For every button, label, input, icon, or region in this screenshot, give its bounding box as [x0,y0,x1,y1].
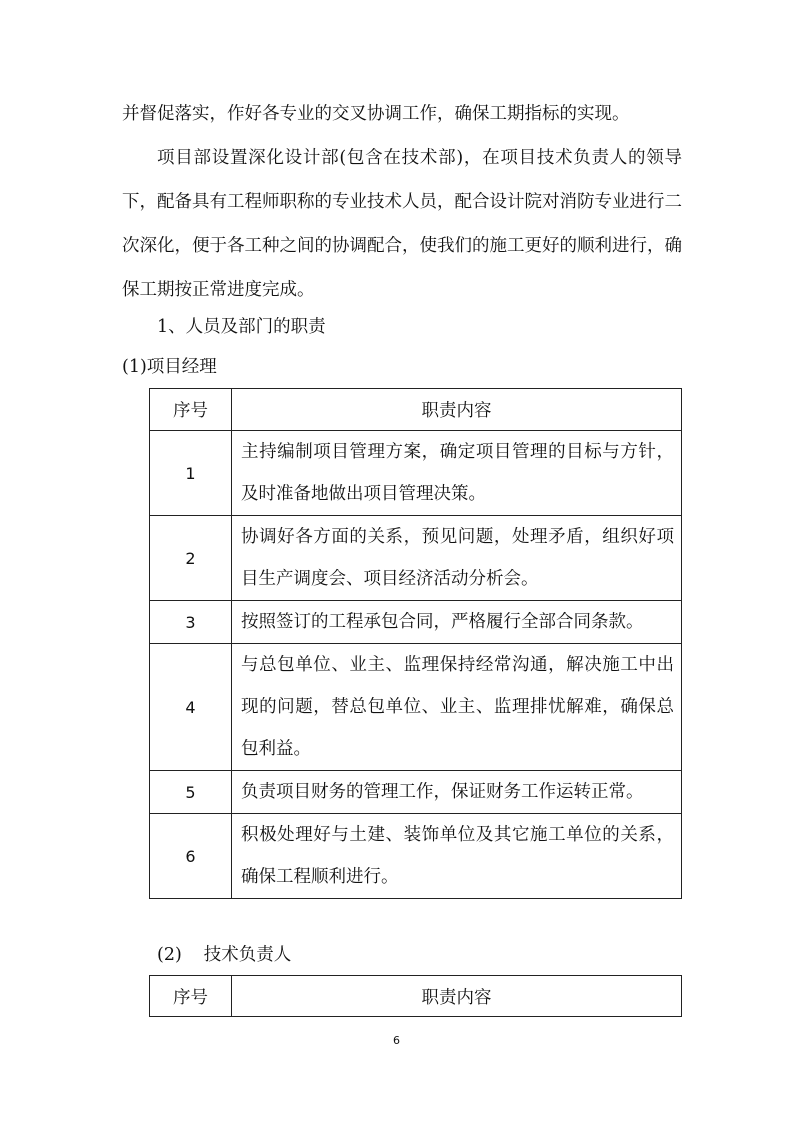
table-row [150,601,682,644]
row-content: 主持编制项目管理方案，确定项目管理的目标与方针，及时准备地做出项目管理决策。 [232,431,682,516]
table-row [150,516,682,601]
table-row [150,814,682,899]
row-content: 与总包单位、业主、监理保持经常沟通，解决施工中出现的问题，替总包单位、业主、监理排忧解难，确保总包利益。 [232,644,682,771]
technical-lead-duty-table [149,975,682,1017]
row-content: 负责项目财务的管理工作，保证财务工作运转正常。 [232,771,682,814]
row-content: 协调好各方面的关系，预见问题，处理矛盾，组织好项目生产调度会、项目经济活动分析会。 [232,516,682,601]
row-number: 2 [150,516,232,601]
row-number: 3 [150,601,232,644]
row-content: 按照签订的工程承包合同，严格履行全部合同条款。 [232,601,682,644]
row-number: 1 [150,431,232,516]
column-header-content: 职责内容 [232,389,682,431]
row-number: 5 [150,771,232,814]
table-header-row [150,976,682,1017]
subheading-technical-lead [157,940,291,970]
paragraph-design-dept: 项目部设置深化设计部(包含在技术部)，在项目技术负责人的领导下，配备具有工程师职称的专业技术人员，配合设计院对消防专业进行二次深化，便于各工种之间的协调配合，使我们的施工更好的顺利进行，确保工期按正常进度完成。 [122,148,682,300]
section-heading-roles: 1、人员及部门的职责 [157,317,326,337]
table-header-row [150,389,682,431]
row-number: 4 [150,644,232,771]
column-header-number: 序号 [150,389,232,431]
table-row [150,431,682,516]
table-row [150,771,682,814]
row-content: 积极处理好与土建、装饰单位及其它施工单位的关系，确保工程顺利进行。 [232,814,682,899]
table-row [150,644,682,771]
subheading-number: (2) [157,945,182,965]
column-header-content: 职责内容 [232,976,682,1017]
subheading-title: 技术负责人 [203,945,292,965]
subheading-project-manager: (1)项目经理 [122,357,217,377]
row-number: 6 [150,814,232,899]
paragraph-continuation: 并督促落实，作好各专业的交叉协调工作，确保工期指标的实现。 [122,104,630,124]
page-number: 6 [393,1034,400,1047]
column-header-number: 序号 [150,976,232,1017]
project-manager-duty-table [149,388,682,899]
